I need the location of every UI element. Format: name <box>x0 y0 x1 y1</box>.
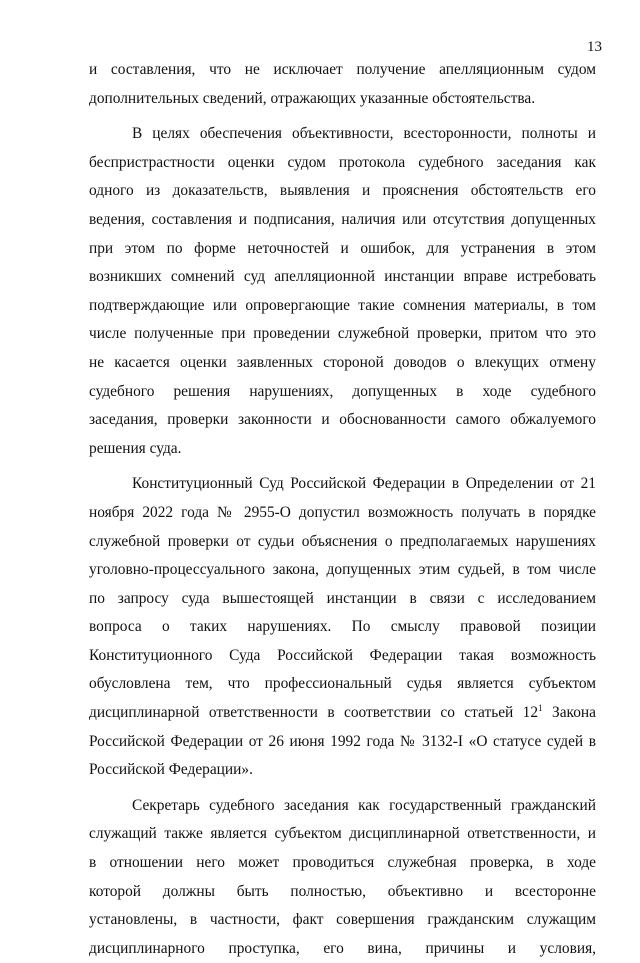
text-line: возникших сомнений суд апелляционной инстанции вправе истребовать <box>89 268 596 286</box>
text-line: при этом по форме неточностей и ошибок, для устранения в этом <box>89 239 596 257</box>
paragraph-4 <box>89 792 596 963</box>
text-line: в отношении него может проводиться служебная проверка, в ходе <box>89 854 596 872</box>
text-segment: Закона <box>542 704 596 722</box>
text-line: числе полученные при проведении служебной проверки, притом что это <box>89 325 596 343</box>
text-line: подтверждающие или опровергающие такие сомнения материалы, в том <box>89 296 596 314</box>
text-segment: дисциплинарной ответственности в соответствии со статьей 12 <box>89 704 539 722</box>
text-line: Конституционный Суд Российской Федерации в Определении от 21 <box>132 475 596 493</box>
text-line: Российской Федерации от 26 июня 1992 года № 3132-I «О статусе судей в <box>89 732 596 750</box>
document-body <box>89 56 596 963</box>
text-line: дисциплинарного проступка, его вина, причины и условия, <box>89 939 596 957</box>
text-line: В целях обеспечения объективности, всесторонности, полноты и <box>132 125 596 143</box>
text-line: ноября 2022 года № 2955-О допустил возможность получать в порядке <box>89 503 596 521</box>
text-line: решения суда. <box>89 439 182 457</box>
text-line: вопроса о таких нарушениях. По смыслу правовой позиции <box>89 618 596 636</box>
text-line: установлены, в частности, факт совершения гражданским служащим <box>89 911 596 929</box>
text-line: которой должны быть полностью, объективно и всесторонне <box>89 882 596 900</box>
text-line: дополнительных сведений, отражающих указанные обстоятельства. <box>89 89 536 107</box>
paragraph-3 <box>89 470 596 785</box>
text-line: беспристрастности оценки судом протокола судебного заседания как <box>89 153 596 171</box>
text-line: по запросу суда вышестоящей инстанции в связи с исследованием <box>89 589 596 607</box>
text-line: Конституционного Суда Российской Федерации такая возможность <box>89 646 596 664</box>
paragraph-1 <box>89 56 596 113</box>
text-line: уголовно-процессуального закона, допущенных этим судьей, в том числе <box>89 561 596 579</box>
text-line: Секретарь судебного заседания как государственный гражданский <box>132 796 596 814</box>
text-line: одного из доказательств, выявления и прояснения обстоятельств его <box>89 182 596 200</box>
text-line: служебной проверки от судьи объяснения о предполагаемых нарушениях <box>89 532 596 550</box>
article-superscript: 1 <box>538 703 543 714</box>
text-line: судебного решения нарушениях, допущенных в ходе судебного <box>89 382 596 400</box>
page-number: 13 <box>587 39 602 55</box>
text-line-with-article-reference <box>89 699 596 728</box>
text-line: не касается оценки заявленных стороной доводов о влекущих отмену <box>89 353 596 371</box>
text-line: и составления, что не исключает получение апелляционным судом <box>89 61 596 78</box>
text-line: Российской Федерации». <box>89 761 253 779</box>
text-line: ведения, составления и подписания, наличия или отсутствия допущенных <box>89 210 596 228</box>
text-line: обусловлена тем, что профессиональный судья является субъектом <box>89 675 596 693</box>
text-line: служащий также является субъектом дисциплинарной ответственности, и <box>89 825 596 843</box>
paragraph-2 <box>89 120 596 463</box>
text-line: заседания, проверки законности и обоснованности самого обжалуемого <box>89 411 596 429</box>
